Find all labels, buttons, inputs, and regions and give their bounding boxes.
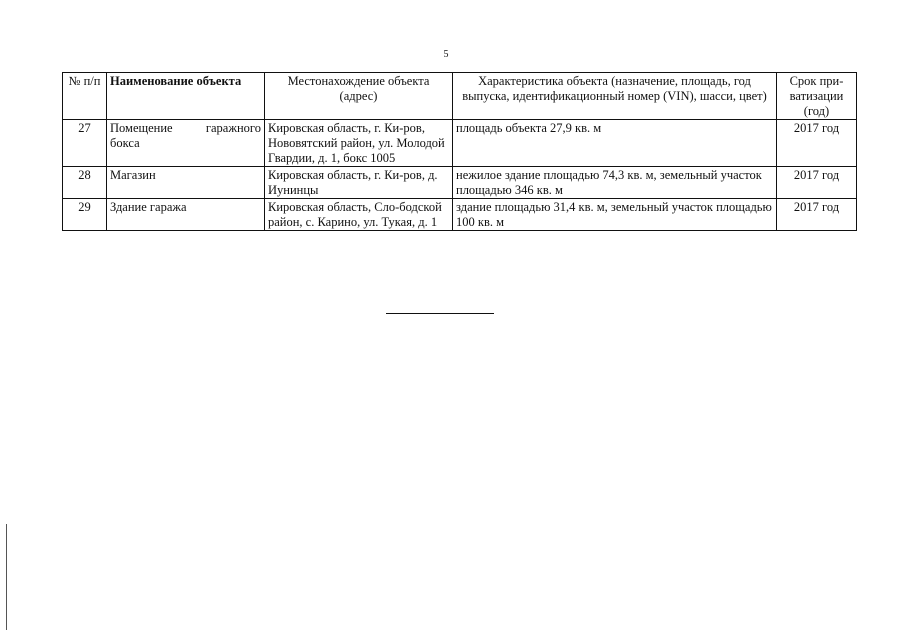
table-row [63,120,857,167]
header-term: Срок при-ватизации (год) [777,73,857,120]
row-term: 2017 год [777,120,857,167]
privatization-objects-table [62,72,857,231]
row-characteristics: площадь объекта 27,9 кв. м [453,120,777,167]
row-location: Кировская область, г. Ки-ров, Нововятский район, ул. Молодой Гвардии, д. 1, бокс 1005 [265,120,453,167]
header-num: № п/п [63,73,107,120]
row-name: Помещение гаражного бокса [107,120,265,167]
table-header-row [63,73,857,120]
row-num: 28 [63,167,107,199]
row-location: Кировская область, Сло-бодской район, с. Карино, ул. Тукая, д. 1 [265,199,453,231]
header-characteristics: Характеристика объекта (назначение, площадь, год выпуска, идентификационный номер (VIN), шасси, цвет) [453,73,777,120]
row-name: Магазин [107,167,265,199]
row-term: 2017 год [777,167,857,199]
row-location: Кировская область, г. Ки-ров, д. Иунинцы [265,167,453,199]
row-num: 27 [63,120,107,167]
table-row [63,199,857,231]
row-num: 29 [63,199,107,231]
header-name: Наименование объекта [107,73,265,120]
table-row [63,167,857,199]
page-number: 5 [443,49,449,60]
scan-margin-line [6,524,7,630]
row-name: Здание гаража [107,199,265,231]
end-separator-line [386,313,494,314]
header-location: Местонахождение объекта (адрес) [265,73,453,120]
row-characteristics: здание площадью 31,4 кв. м, земельный участок площадью 100 кв. м [453,199,777,231]
row-term: 2017 год [777,199,857,231]
row-characteristics: нежилое здание площадью 74,3 кв. м, земельный участок площадью 346 кв. м [453,167,777,199]
